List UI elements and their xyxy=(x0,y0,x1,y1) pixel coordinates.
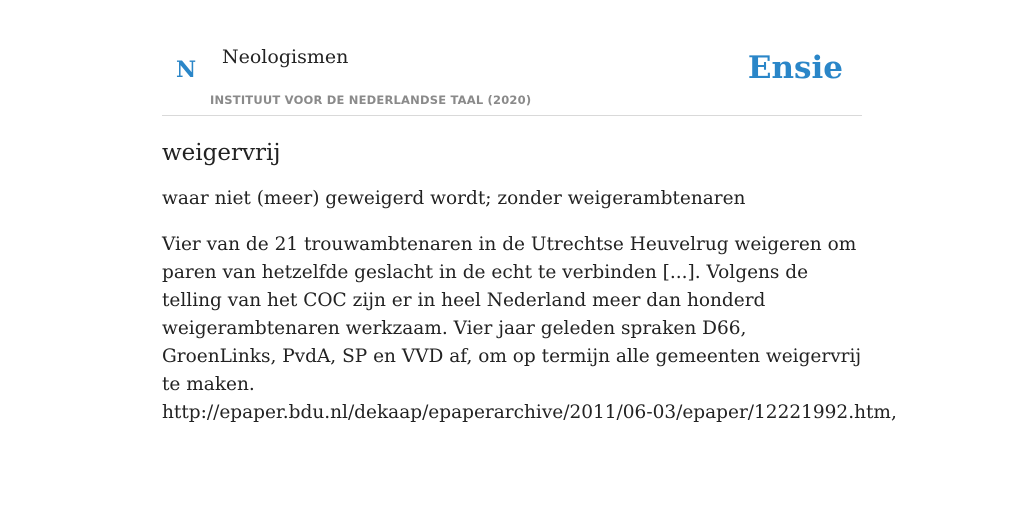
source-url-link[interactable]: http://epaper.bdu.nl/dekaap/epaperarchive/2011/06-03/epaper/12221992.htm, xyxy=(162,402,897,423)
headword: weigervrij xyxy=(162,140,281,166)
definition: waar niet (meer) geweigerd wordt; zonder weigerambtenaren xyxy=(162,188,746,209)
ensie-logo[interactable]: Ensie xyxy=(747,50,843,86)
entry-card xyxy=(162,40,897,427)
dictionary-logo-icon[interactable]: N xyxy=(176,57,197,83)
example-quote xyxy=(162,231,897,427)
dictionary-header xyxy=(162,40,862,116)
dictionary-source: INSTITUUT VOOR DE NEDERLANDSE TAAL (2020) xyxy=(210,93,532,107)
dictionary-title-link[interactable]: Neologismen xyxy=(222,46,349,68)
example-text: Vier van de 21 trouwambtenaren in de Utrechtse Heuvelrug weigeren om paren van hetzelfde geslacht in de echt te verbinden [...]. Volgens de telling van het COC zijn er in heel Nederland meer dan honderd weigerambtenaren werkzaam. Vier jaar geleden spraken D66, GroenLinks, PvdA, SP en VVD af, om op termijn alle gemeenten weigervrij te maken. xyxy=(162,234,862,395)
